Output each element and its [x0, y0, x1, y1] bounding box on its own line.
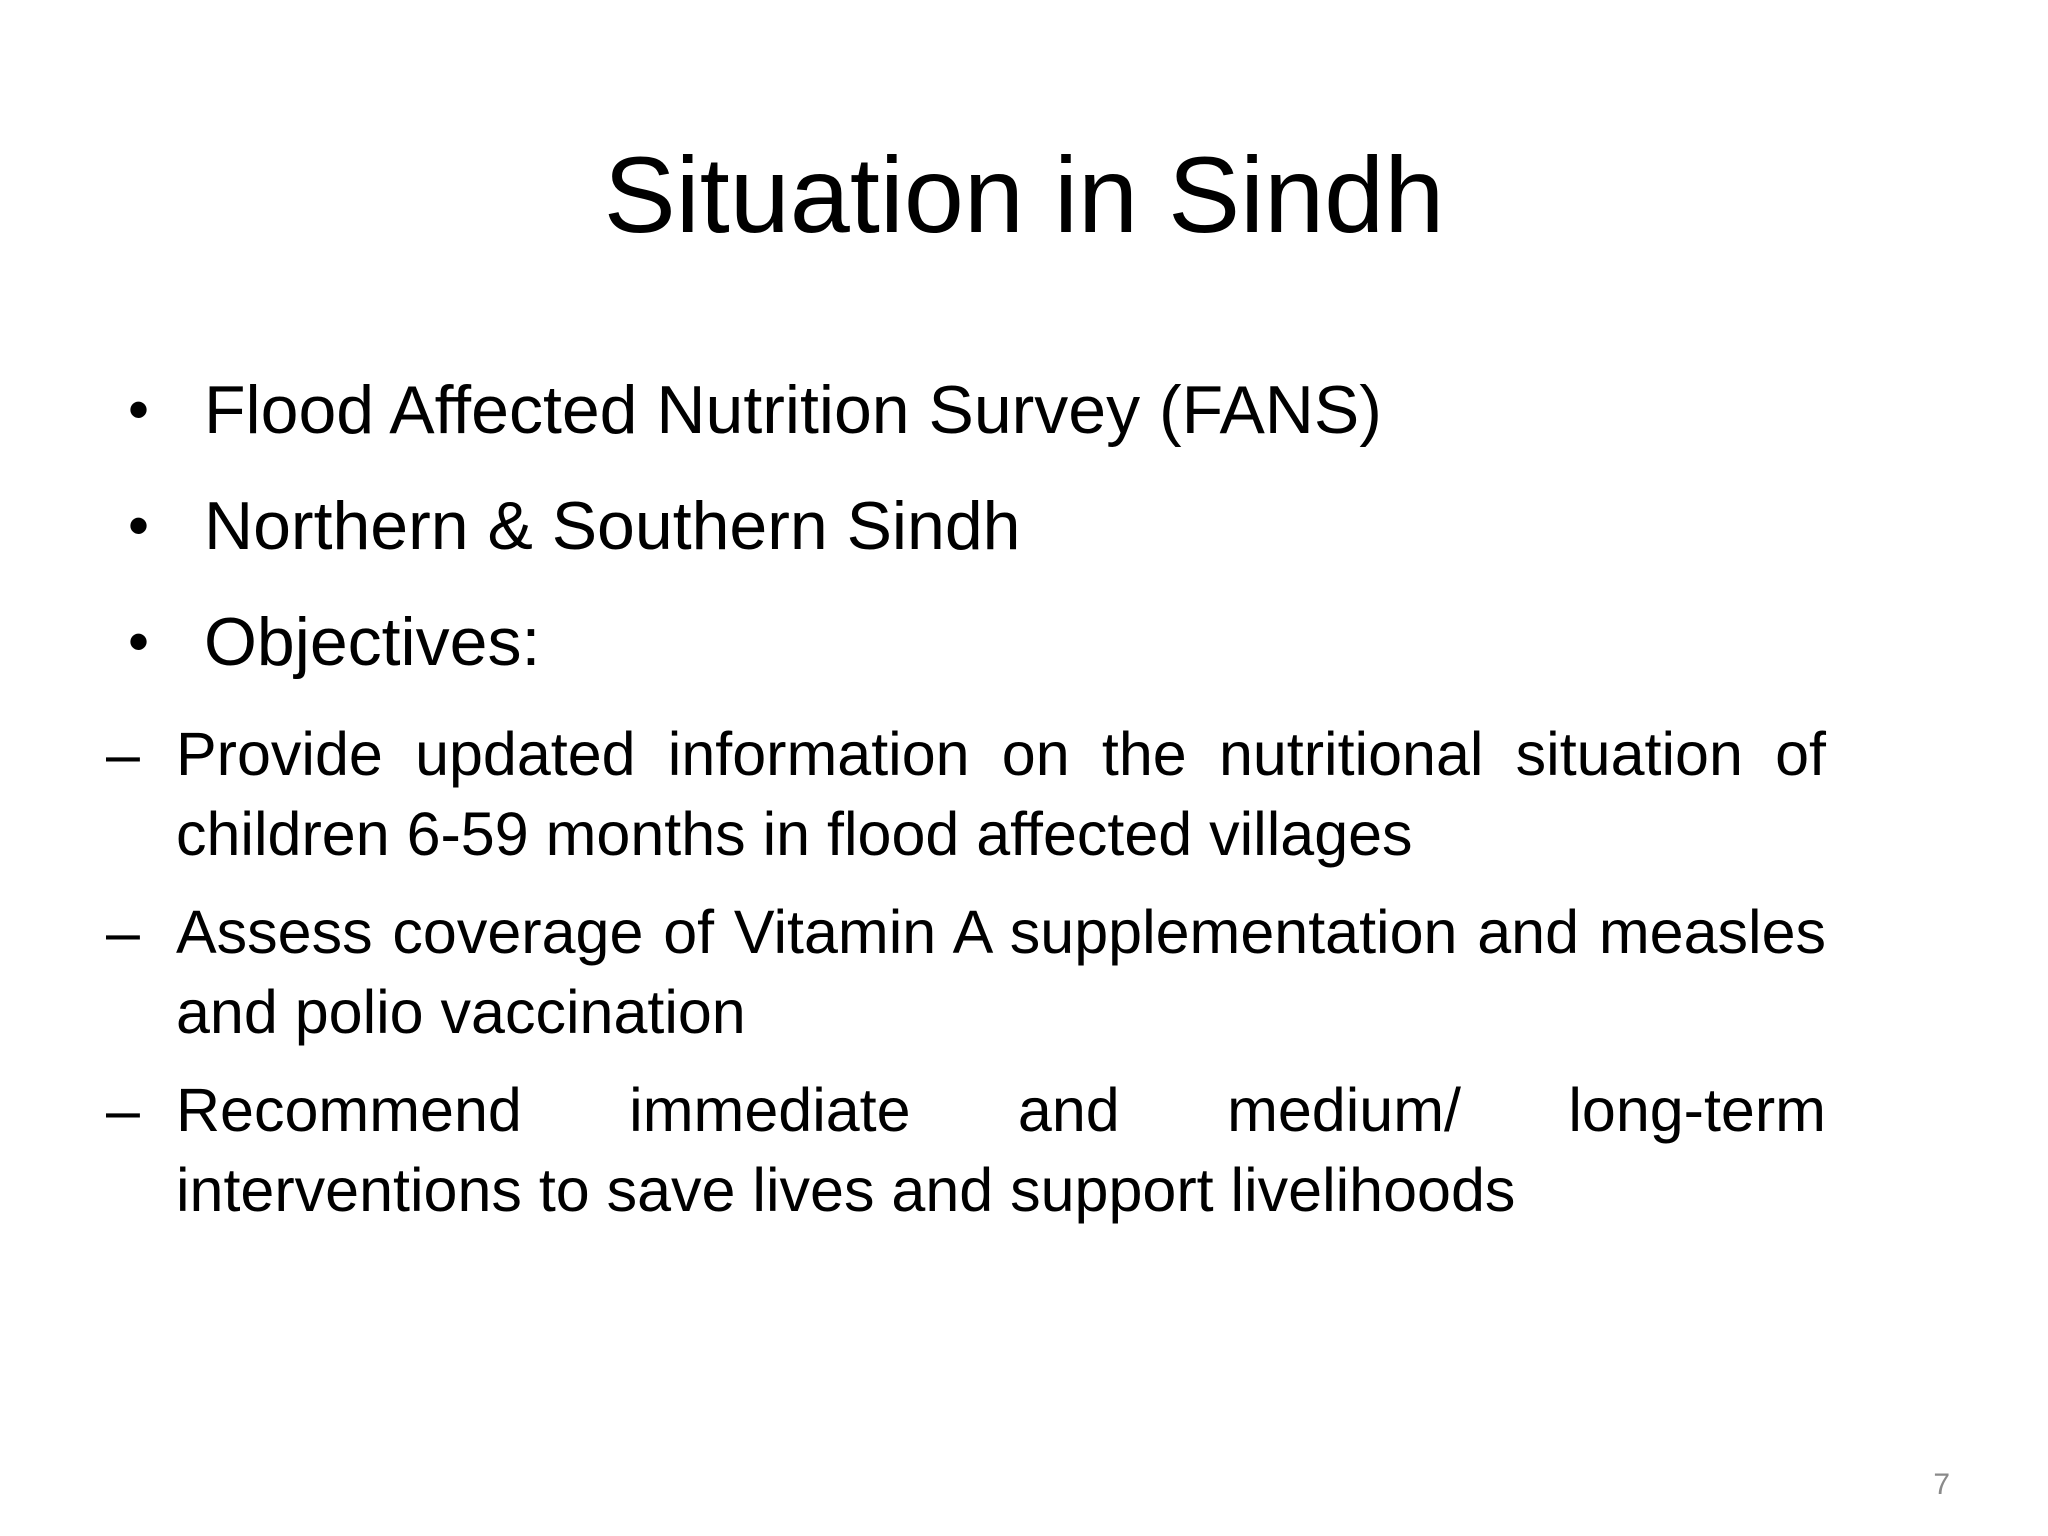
objective-item: [106, 892, 1826, 1052]
dash-icon: –: [106, 898, 140, 966]
objectives-list: [106, 714, 1946, 1248]
dash-icon: –: [106, 1076, 140, 1144]
bullet-text: Objectives:: [204, 604, 541, 680]
bullet-list: [120, 370, 1940, 718]
objective-text: Assess coverage of Vitamin A supplementation and measles and polio vaccination: [176, 898, 1826, 1046]
objective-text: Recommend immediate and medium/ long-term interventions to save lives and support livelihoods: [176, 1076, 1826, 1224]
objective-item: [106, 714, 1826, 874]
dash-icon: –: [106, 720, 140, 788]
objective-item: [106, 1070, 1826, 1230]
bullet-dot-icon: •: [128, 376, 150, 443]
bullet-text: Flood Affected Nutrition Survey (FANS): [204, 372, 1382, 448]
slide-title: Situation in Sindh: [603, 134, 1445, 255]
objective-text: Provide updated information on the nutritional situation of children 6-59 months in flood affected villages: [176, 720, 1826, 868]
bullet-item: [120, 486, 1940, 566]
bullet-dot-icon: •: [128, 608, 150, 675]
bullet-dot-icon: •: [128, 492, 150, 559]
bullet-item: [120, 602, 1940, 682]
bullet-item: [120, 370, 1940, 450]
page-number: 7: [1933, 1468, 1950, 1501]
bullet-text: Northern & Southern Sindh: [204, 488, 1021, 564]
